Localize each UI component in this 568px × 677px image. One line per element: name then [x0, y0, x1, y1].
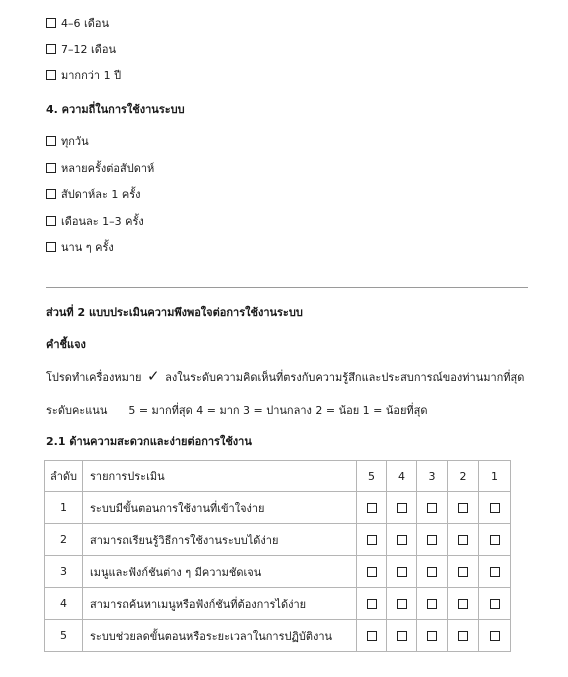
score-cell-4[interactable]	[387, 524, 417, 556]
q4-option-2[interactable]	[46, 160, 154, 176]
checkbox[interactable]	[46, 70, 56, 80]
row-number: 5	[45, 620, 83, 652]
row-item: สามารถค้นหาเมนูหรือฟังก์ชันที่ต้องการได้ง่าย	[83, 588, 357, 620]
checkbox[interactable]	[427, 567, 437, 577]
header-score-2: 2	[448, 461, 479, 492]
score-cell-3[interactable]	[417, 620, 448, 652]
header-no: ลำดับ	[45, 461, 83, 492]
q3-option-1[interactable]	[46, 15, 109, 31]
header-score-1: 1	[479, 461, 511, 492]
q4-option-1[interactable]	[46, 133, 89, 149]
checkbox[interactable]	[427, 503, 437, 513]
checkbox[interactable]	[490, 599, 500, 609]
score-cell-1[interactable]	[479, 556, 511, 588]
checkbox[interactable]	[367, 567, 377, 577]
row-item: เมนูและฟังก์ชันต่าง ๆ มีความชัดเจน	[83, 556, 357, 588]
checkbox[interactable]	[490, 567, 500, 577]
table-row	[45, 588, 511, 620]
score-cell-5[interactable]	[357, 588, 387, 620]
score-cell-3[interactable]	[417, 556, 448, 588]
checkbox[interactable]	[46, 18, 56, 28]
instruction-after: ลงในระดับความคิดเห็นที่ตรงกับความรู้สึกและประสบการณ์ของท่านมากที่สุด	[165, 371, 525, 384]
score-cell-2[interactable]	[448, 492, 479, 524]
q4-title: 4. ความถี่ในการใช้งานระบบ	[46, 103, 185, 116]
score-cell-3[interactable]	[417, 524, 448, 556]
row-number: 1	[45, 492, 83, 524]
section-2-1-title: 2.1 ด้านความสะดวกและง่ายต่อการใช้งาน	[46, 435, 252, 448]
score-cell-5[interactable]	[357, 524, 387, 556]
q4-option-3[interactable]	[46, 186, 141, 202]
checkbox[interactable]	[46, 136, 56, 146]
row-item: สามารถเรียนรู้วิธีการใช้งานระบบได้ง่าย	[83, 524, 357, 556]
score-cell-2[interactable]	[448, 556, 479, 588]
score-cell-1[interactable]	[479, 524, 511, 556]
checkbox[interactable]	[367, 631, 377, 641]
table-row	[45, 620, 511, 652]
score-cell-5[interactable]	[357, 492, 387, 524]
checkbox[interactable]	[458, 535, 468, 545]
check-mark-icon: ✓	[147, 367, 160, 385]
scale-text: 5 = มากที่สุด 4 = มาก 3 = ปานกลาง 2 = น้อย 1 = น้อยที่สุด	[128, 404, 428, 417]
score-cell-4[interactable]	[387, 492, 417, 524]
header-score-4: 4	[387, 461, 417, 492]
score-cell-4[interactable]	[387, 556, 417, 588]
header-score-3: 3	[417, 461, 448, 492]
option-label: นาน ๆ ครั้ง	[61, 241, 114, 254]
row-number: 4	[45, 588, 83, 620]
table-header-row	[45, 461, 511, 492]
checkbox[interactable]	[367, 503, 377, 513]
checkbox[interactable]	[367, 599, 377, 609]
instruction-before: โปรดทำเครื่องหมาย	[46, 371, 142, 384]
table-row	[45, 492, 511, 524]
score-cell-5[interactable]	[357, 620, 387, 652]
row-item: ระบบมีขั้นตอนการใช้งานที่เข้าใจง่าย	[83, 492, 357, 524]
option-label: มากกว่า 1 ปี	[61, 69, 122, 82]
checkbox[interactable]	[46, 242, 56, 252]
option-label: เดือนละ 1–3 ครั้ง	[61, 215, 144, 228]
instructions-label: คำชี้แจง	[46, 338, 86, 351]
scale-legend	[46, 401, 428, 419]
checkbox[interactable]	[458, 631, 468, 641]
q4-option-4[interactable]	[46, 213, 144, 229]
option-label: หลายครั้งต่อสัปดาห์	[61, 162, 155, 175]
checkbox[interactable]	[490, 631, 500, 641]
option-label: 7–12 เดือน	[61, 43, 117, 56]
checkbox[interactable]	[46, 216, 56, 226]
checkbox[interactable]	[397, 631, 407, 641]
table-row	[45, 524, 511, 556]
checkbox[interactable]	[397, 535, 407, 545]
row-item: ระบบช่วยลดขั้นตอนหรือระยะเวลาในการปฏิบัติงาน	[83, 620, 357, 652]
q3-option-2[interactable]	[46, 41, 116, 57]
checkbox[interactable]	[490, 535, 500, 545]
checkbox[interactable]	[46, 44, 56, 54]
row-number: 2	[45, 524, 83, 556]
header-score-5: 5	[357, 461, 387, 492]
score-cell-1[interactable]	[479, 620, 511, 652]
checkbox[interactable]	[490, 503, 500, 513]
checkbox[interactable]	[458, 567, 468, 577]
checkbox[interactable]	[458, 503, 468, 513]
score-cell-4[interactable]	[387, 620, 417, 652]
section-divider	[46, 287, 528, 288]
table-row	[45, 556, 511, 588]
scale-label: ระดับคะแนน	[46, 404, 108, 417]
option-label: ทุกวัน	[61, 135, 89, 148]
instruction-text	[46, 367, 524, 386]
rating-table	[44, 460, 511, 652]
row-number: 3	[45, 556, 83, 588]
checkbox[interactable]	[458, 599, 468, 609]
score-cell-1[interactable]	[479, 492, 511, 524]
checkbox[interactable]	[397, 503, 407, 513]
score-cell-4[interactable]	[387, 588, 417, 620]
checkbox[interactable]	[46, 189, 56, 199]
checkbox[interactable]	[367, 535, 377, 545]
score-cell-3[interactable]	[417, 588, 448, 620]
checkbox[interactable]	[427, 535, 437, 545]
option-label: 4–6 เดือน	[61, 17, 110, 30]
header-item: รายการประเมิน	[83, 461, 357, 492]
score-cell-1[interactable]	[479, 588, 511, 620]
checkbox[interactable]	[427, 631, 437, 641]
score-cell-3[interactable]	[417, 492, 448, 524]
score-cell-2[interactable]	[448, 524, 479, 556]
q3-option-3[interactable]	[46, 67, 121, 83]
q4-option-5[interactable]	[46, 239, 114, 255]
score-cell-2[interactable]	[448, 588, 479, 620]
checkbox[interactable]	[46, 163, 56, 173]
option-label: สัปดาห์ละ 1 ครั้ง	[61, 188, 141, 201]
score-cell-5[interactable]	[357, 556, 387, 588]
checkbox[interactable]	[427, 599, 437, 609]
score-cell-2[interactable]	[448, 620, 479, 652]
checkbox[interactable]	[397, 567, 407, 577]
checkbox[interactable]	[397, 599, 407, 609]
part2-title: ส่วนที่ 2 แบบประเมินความพึงพอใจต่อการใช้งานระบบ	[46, 306, 303, 319]
